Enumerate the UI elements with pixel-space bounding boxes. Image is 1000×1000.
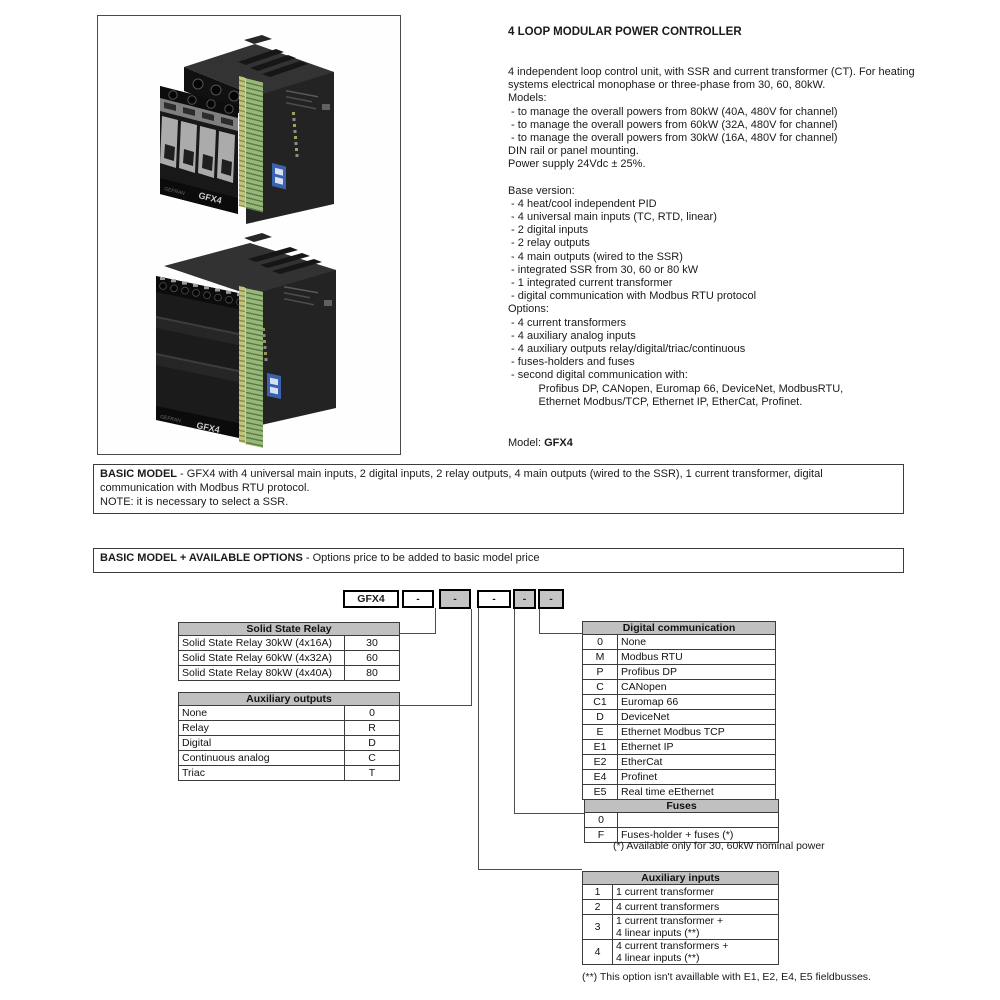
- device-top-blue-connector: [272, 163, 286, 189]
- option-code: E2: [583, 755, 618, 770]
- option-code: 1: [583, 885, 613, 900]
- order-code-box-fuses: -: [513, 589, 536, 609]
- auxiliary-inputs-footnote: (**) This option isn't availlable with E1, E2, E4, E5 fieldbusses.: [582, 971, 871, 983]
- table-row: [583, 770, 776, 785]
- table-row: [179, 751, 400, 766]
- option-label: 4 current transformers: [613, 900, 779, 915]
- option-label-line: 4 linear inputs (**): [616, 952, 700, 964]
- order-code-box-ssr: -: [402, 590, 434, 608]
- description-line: [508, 172, 915, 185]
- page-title: 4 LOOP MODULAR POWER CONTROLLER: [508, 26, 742, 38]
- table-row: [179, 666, 400, 681]
- available-options-box: [93, 548, 904, 573]
- connector-pin: [270, 378, 278, 386]
- option-label: [613, 915, 779, 940]
- order-code-box-aux-outputs: -: [439, 589, 471, 609]
- option-code: 3: [583, 915, 613, 940]
- table-row: [179, 736, 400, 751]
- description-line: systems electrical monophase or three-phase from 30, 60, 80kW.: [508, 79, 826, 92]
- option-label: Triac: [179, 766, 345, 781]
- order-code-model-box: GFX4: [343, 590, 399, 608]
- option-label: Ethernet IP: [618, 740, 776, 755]
- table-row: [583, 940, 779, 965]
- model-value: GFX4: [544, 437, 573, 449]
- description-line: - 4 auxiliary analog inputs: [508, 329, 636, 342]
- basic-model-note: NOTE: it is necessary to select a SSR.: [100, 495, 289, 508]
- description-line: Power supply 24Vdc ± 25%.: [508, 158, 646, 171]
- option-label: [618, 813, 779, 828]
- option-label: Relay: [179, 721, 345, 736]
- option-label: Profibus DP: [618, 665, 776, 680]
- option-code: F: [585, 828, 618, 843]
- option-label: 1 current transformer: [613, 885, 779, 900]
- device-bottom-terminal-strip-green: [245, 288, 263, 448]
- option-code: R: [345, 721, 400, 736]
- table-row: [583, 785, 776, 800]
- option-code: 80: [345, 666, 400, 681]
- device-bottom-model-label: GFX4: [195, 420, 221, 435]
- option-label-line: 1 current transformer +: [616, 915, 724, 927]
- option-label: Modbus RTU: [618, 650, 776, 665]
- basic-model-title: BASIC MODEL: [100, 468, 177, 480]
- device-bottom-blue-connector: [267, 373, 281, 399]
- option-label: EtherCat: [618, 755, 776, 770]
- description-line: Models:: [508, 92, 547, 105]
- option-label: Euromap 66: [618, 695, 776, 710]
- table-row: [583, 915, 779, 940]
- option-label: None: [179, 706, 345, 721]
- auxiliary-outputs-table: [178, 692, 400, 781]
- table-row: [179, 651, 400, 666]
- option-label: Ethernet Modbus TCP: [618, 725, 776, 740]
- table-row: [583, 695, 776, 710]
- available-options-text: [100, 552, 897, 566]
- option-code: 0: [585, 813, 618, 828]
- description-line: - 1 integrated current transformer: [508, 277, 673, 289]
- table-row: [583, 900, 779, 915]
- table-row: [583, 725, 776, 740]
- device-bottom-brand-label: GEFRAN: [159, 414, 182, 425]
- table-header: Digital communication: [583, 622, 776, 635]
- basic-model-body: - GFX4 with 4 universal main inputs, 2 digital inputs, 2 relay outputs, 4 main outputs (wired to the SSR), 1 current transformer, digital communication with Modbus RTU protocol.: [100, 468, 823, 494]
- description-line: - to manage the overall powers from 30kW (16A, 480V for channel): [508, 131, 838, 144]
- description-line: - 4 auxiliary outputs relay/digital/triac/continuous: [508, 342, 746, 355]
- description-line: - integrated SSR from 30, 60 or 80 kW: [508, 263, 699, 276]
- table-row: [583, 635, 776, 650]
- option-code: E1: [583, 740, 618, 755]
- option-code: T: [345, 766, 400, 781]
- model-line: [508, 437, 573, 449]
- description-line: Options:: [508, 303, 549, 316]
- table-row: [583, 650, 776, 665]
- description-line: - second digital communication with:: [508, 369, 688, 382]
- available-options-body: - Options price to be added to basic model price: [302, 552, 540, 564]
- solid-state-relay-table: [178, 622, 400, 681]
- description-line: Profibus DP, CANopen, Euromap 66, DeviceNet, ModbusRTU,: [508, 382, 844, 395]
- table-row: [585, 813, 779, 828]
- device-top-brand-label: GEFRAN: [163, 186, 186, 197]
- fuses-footnote: (*) Available only for 30, 60kW nominal power: [613, 840, 825, 852]
- description-line: - 2 digital inputs: [508, 224, 589, 237]
- option-label-line: 4 linear inputs (**): [616, 927, 700, 939]
- basic-model-box: [93, 464, 904, 514]
- table-row: [179, 636, 400, 651]
- table-row: [179, 766, 400, 781]
- description-line: Ethernet Modbus/TCP, Ethernet IP, EtherCat, Profinet.: [508, 395, 803, 408]
- description-line: 4 independent loop control unit, with SSR and current transformer (CT). For heating: [508, 66, 915, 78]
- description-line: - 4 heat/cool independent PID: [508, 197, 657, 210]
- option-label: Solid State Relay 80kW (4x40A): [179, 666, 345, 681]
- digital-communication-table: [582, 621, 776, 800]
- order-code-box-aux-inputs: -: [477, 590, 511, 608]
- option-label: [613, 940, 779, 965]
- description-line: DIN rail or panel mounting.: [508, 145, 639, 158]
- option-code: C: [345, 751, 400, 766]
- description-line: Base version:: [508, 184, 575, 197]
- connector-pin: [270, 387, 278, 395]
- product-photo-frame: [97, 15, 401, 455]
- fuses-table: [584, 799, 779, 843]
- table-header: Auxiliary inputs: [583, 872, 779, 885]
- table-row: [179, 721, 400, 736]
- option-label: Digital: [179, 736, 345, 751]
- device-top-terminal-strip-green: [245, 78, 263, 212]
- table-row: [583, 885, 779, 900]
- table-row: [583, 680, 776, 695]
- option-code: M: [583, 650, 618, 665]
- option-code: 0: [345, 706, 400, 721]
- option-code: 30: [345, 636, 400, 651]
- table-row: [583, 755, 776, 770]
- product-description: [508, 66, 915, 409]
- option-label: Solid State Relay 60kW (4x32A): [179, 651, 345, 666]
- option-label-line: 4 current transformers +: [616, 940, 729, 952]
- option-label: DeviceNet: [618, 710, 776, 725]
- option-code: 60: [345, 651, 400, 666]
- option-code: D: [345, 736, 400, 751]
- option-code: 4: [583, 940, 613, 965]
- option-code: P: [583, 665, 618, 680]
- description-line: - 4 current transformers: [508, 316, 626, 329]
- option-label: Solid State Relay 30kW (4x16A): [179, 636, 345, 651]
- option-code: 0: [583, 635, 618, 650]
- description-line: - digital communication with Modbus RTU protocol: [508, 290, 757, 303]
- table-header: Auxiliary outputs: [179, 693, 400, 706]
- option-code: 2: [583, 900, 613, 915]
- option-code: E5: [583, 785, 618, 800]
- auxiliary-inputs-table: [582, 871, 779, 965]
- option-label: Fuses-holder + fuses (*): [618, 828, 779, 843]
- option-label: Profinet: [618, 770, 776, 785]
- option-code: D: [583, 710, 618, 725]
- description-line: - to manage the overall powers from 80kW (40A, 480V for channel): [508, 105, 838, 118]
- table-header: Fuses: [585, 800, 779, 813]
- option-code: C: [583, 680, 618, 695]
- device-top-model-label: GFX4: [197, 190, 223, 206]
- option-code: C1: [583, 695, 618, 710]
- option-label: None: [618, 635, 776, 650]
- description-line: - to manage the overall powers from 60kW (32A, 480V for channel): [508, 118, 838, 131]
- model-label: Model:: [508, 437, 545, 449]
- description-line: - 4 main outputs (wired to the SSR): [508, 250, 683, 263]
- description-line: - 2 relay outputs: [508, 237, 590, 250]
- table-row: [583, 740, 776, 755]
- available-options-title: BASIC MODEL + AVAILABLE OPTIONS: [100, 552, 303, 564]
- option-label: CANopen: [618, 680, 776, 695]
- description-line: - 4 universal main inputs (TC, RTD, linear): [508, 211, 717, 224]
- table-row: [179, 706, 400, 721]
- connector-pin: [275, 177, 283, 185]
- option-label: Real time eEthernet: [618, 785, 776, 800]
- option-code: E: [583, 725, 618, 740]
- description-line: - fuses-holders and fuses: [508, 356, 635, 369]
- order-code-box-digital-comm: -: [538, 589, 564, 609]
- option-label: Continuous analog: [179, 751, 345, 766]
- table-row: [583, 710, 776, 725]
- basic-model-text: [100, 468, 897, 496]
- option-code: E4: [583, 770, 618, 785]
- table-header: Solid State Relay: [179, 623, 400, 636]
- table-row: [583, 665, 776, 680]
- connector-pin: [275, 168, 283, 176]
